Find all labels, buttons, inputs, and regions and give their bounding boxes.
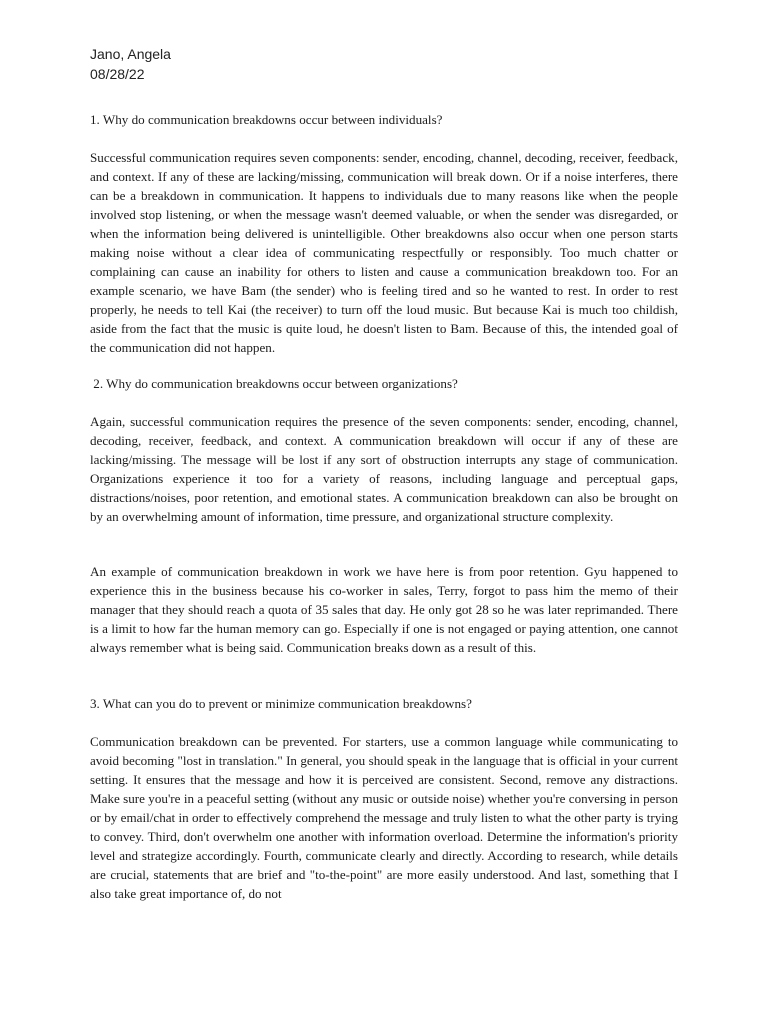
- answer-2-paragraph-1: Again, successful communication requires the presence of the seven components: sender, encoding, channel, decoding, receiver, feedback, and context. A communication breakdown will occur if any of these are lacking/missing. The message will be lost if any sort of obstruction interrupts any stage of communication. Organizations experience it too for a variety of reasons, including language and perceptual gaps, distractions/noises, poor retention, and emotional states. A communication breakdown can also be brought on by an overwhelming amount of information, time pressure, and organizational structure complexity.: [90, 414, 678, 525]
- document-header: [90, 44, 171, 84]
- document-date: 08/28/22: [90, 66, 145, 82]
- question-1: 1. Why do communication breakdowns occur between individuals?: [90, 112, 443, 127]
- question-2: 2. Why do communication breakdowns occur between organizations?: [90, 376, 458, 391]
- answer-1-paragraph: Successful communication requires seven components: sender, encoding, channel, decoding, receiver, feedback, and context. If any of these are lacking/missing, communication will break down. Or if a noise interferes, there can be a breakdown in communication. It happens to individuals due to many reasons like when the people involved stop listening, or when the message wasn't deemed valuable, or when the sender was disregarded, or when the information being delivered is unintelligible. Other breakdowns also occur when one person starts making noise without a clear idea of communicating respectfully or responsibly. Too much chatter or complaining can cause an inability for others to listen and cause a communication breakdown too. For an example scenario, we have Bam (the sender) who is feeling tired and so he wanted to rest. In order to rest properly, he needs to tell Kai (the receiver) to turn off the loud music. But because Kai is much too childish, aside from the fact that the music is quite loud, he doesn't listen to Bam. Because of this, the intended goal of the communication did not happen.: [90, 150, 678, 356]
- author-name: Jano, Angela: [90, 46, 171, 62]
- answer-2-paragraph-2: An example of communication breakdown in work we have here is from poor retention. Gyu happened to experience this in the business because his co-worker in sales, Terry, forgot to pass him the memo of their manager that they should reach a quota of 35 sales that day. He only got 28 so he was later reprimanded. There is a limit to how far the human memory can go. Especially if one is not engaged or paying attention, one cannot always remember what is being said. Communication breaks down as a result of this.: [90, 564, 678, 656]
- question-3: 3. What can you do to prevent or minimize communication breakdowns?: [90, 696, 472, 711]
- answer-3-paragraph: Communication breakdown can be prevented. For starters, use a common language while communicating to avoid becoming "lost in translation." In general, you should speak in the language that is official in your current setting. It ensures that the message and how it is perceived are consistent. Second, remove any distractions. Make sure you're in a peaceful setting (without any music or outside noise) whether you're conversing in person or by email/chat in order to effectively comprehend the message and truly listen to what the other party is trying to convey. Third, don't overwhelm one another with information overload. Determine the information's priority level and strategize accordingly. Fourth, communicate clearly and directly. According to research, while details are crucial, statements that are brief and "to-the-point" are more easily understood. And last, something that I also take great importance of, do not: [90, 734, 678, 902]
